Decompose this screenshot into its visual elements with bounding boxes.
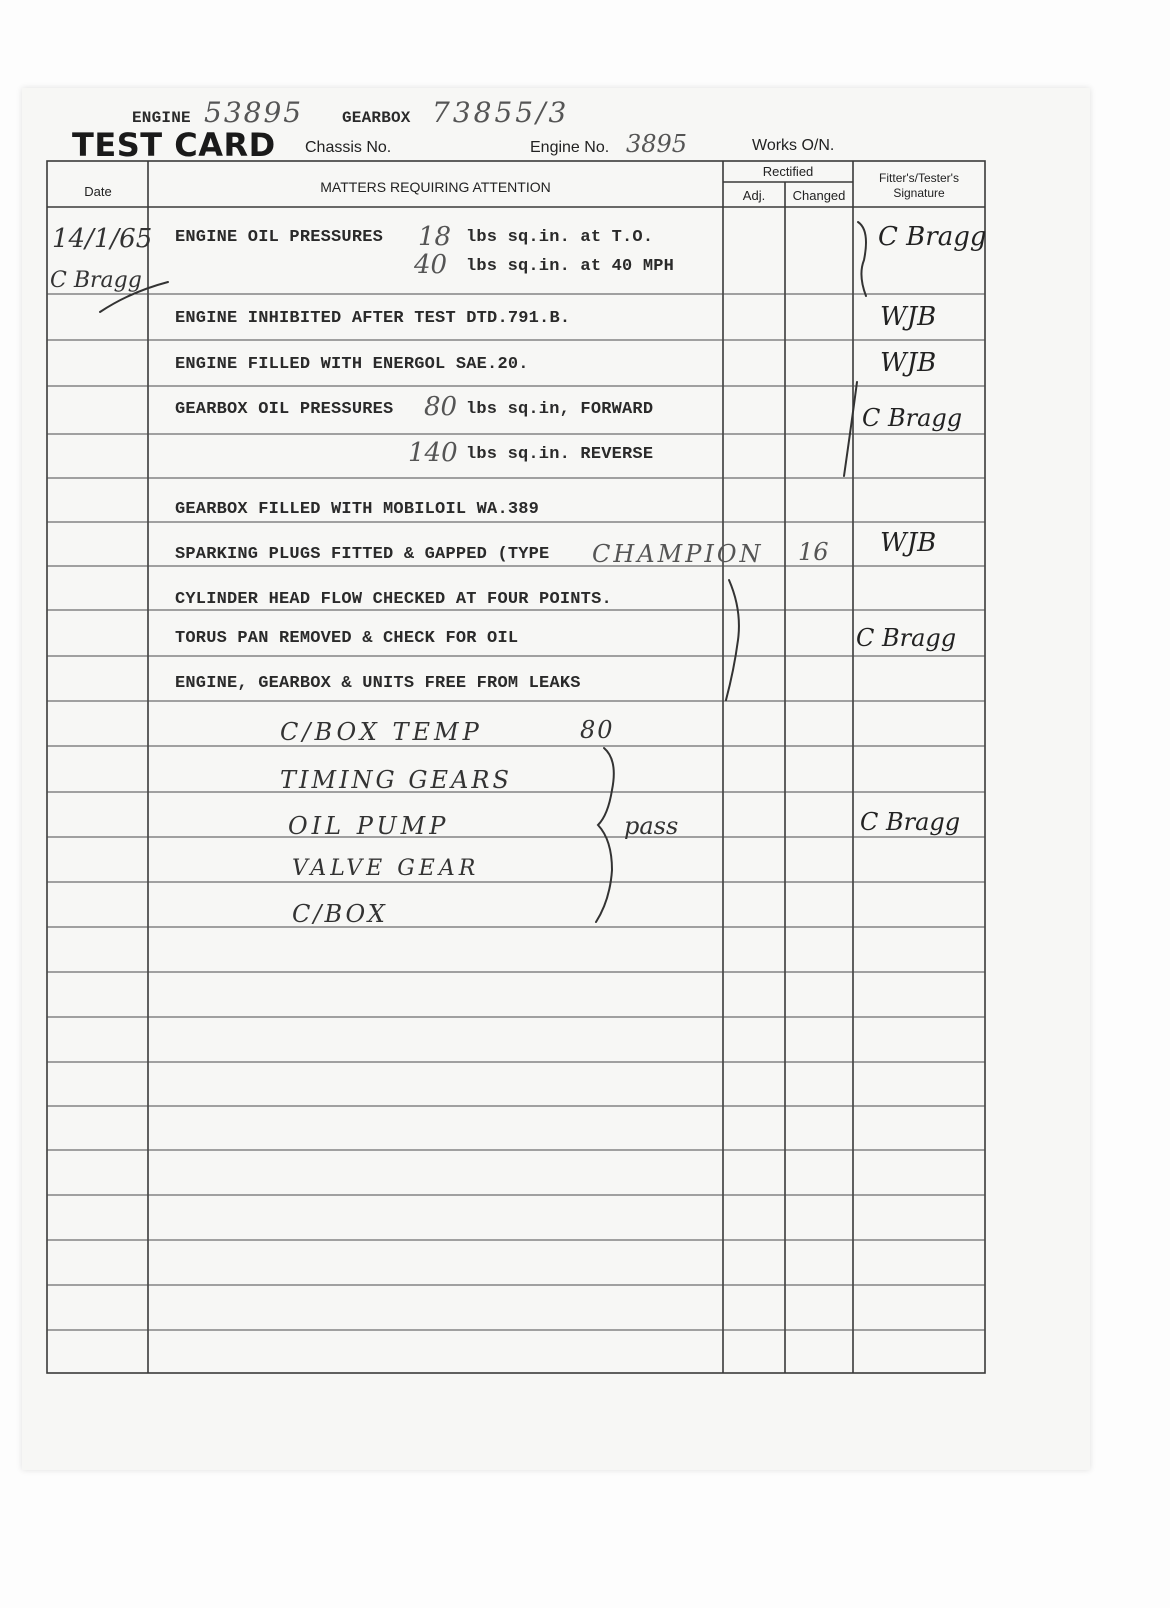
row6-type: CHAMPION xyxy=(592,540,764,568)
page-title: TEST CARD xyxy=(72,126,276,164)
row6-label: SPARKING PLUGS FITTED & GAPPED (TYPE xyxy=(175,545,550,564)
row6-changed: 16 xyxy=(798,538,829,566)
brace-1 xyxy=(858,222,866,296)
row4-value-a: 80 xyxy=(424,392,458,422)
signature-2: WJB xyxy=(880,302,937,332)
signature-3: WJB xyxy=(880,348,937,378)
hand-row5: C/BOX xyxy=(292,900,388,928)
row1-value-b: 40 xyxy=(414,250,448,280)
gearbox-value: 73855/3 xyxy=(432,96,570,129)
col-matters: MATTERS REQUIRING ATTENTION xyxy=(320,179,551,195)
signature-4: C Bragg xyxy=(862,404,963,432)
signature-7: C Bragg xyxy=(860,808,961,836)
brace-4 xyxy=(596,748,614,922)
row8-text: TORUS PAN REMOVED & CHECK FOR OIL xyxy=(175,629,519,648)
hand-row4: VALVE GEAR xyxy=(292,856,480,881)
signature-6: C Bragg xyxy=(856,624,957,652)
chassis-label: Chassis No. xyxy=(305,139,392,156)
row4-label: GEARBOX OIL PRESSURES xyxy=(175,400,394,419)
signature-1: C Bragg xyxy=(878,222,987,252)
entry-date: 14/1/65 xyxy=(52,224,153,254)
engine-no-label: Engine No. xyxy=(530,139,610,156)
brace-3 xyxy=(726,580,739,700)
hand-row2: TIMING GEARS xyxy=(280,766,512,794)
row4-value-b: 140 xyxy=(408,438,458,468)
row1-value-a: 18 xyxy=(418,222,452,252)
engine-value: 53895 xyxy=(204,96,304,129)
row9-text: ENGINE, GEARBOX & UNITS FREE FROM LEAKS xyxy=(175,674,581,693)
row1-label: ENGINE OIL PRESSURES xyxy=(175,228,384,247)
row4-text-b: lbs sq.in. REVERSE xyxy=(466,445,654,464)
col-date: Date xyxy=(84,184,112,199)
entry-date-signature: C Bragg xyxy=(50,268,142,293)
hand-row1-value: 80 xyxy=(580,716,615,744)
hand-result: pass xyxy=(624,812,679,840)
row5-text: GEARBOX FILLED WITH MOBILOIL WA.389 xyxy=(175,500,540,519)
row2-text: ENGINE INHIBITED AFTER TEST DTD.791.B. xyxy=(175,309,571,328)
col-changed: Changed xyxy=(792,188,846,203)
row4-text-a: lbs sq.in, FORWARD xyxy=(466,400,654,419)
row7-text: CYLINDER HEAD FLOW CHECKED AT FOUR POINTS. xyxy=(175,590,612,609)
hand-row1: C/BOX TEMP xyxy=(280,718,483,746)
row3-text: ENGINE FILLED WITH ENERGOL SAE.20. xyxy=(175,355,529,374)
row1-text-b: lbs sq.in. at 40 MPH xyxy=(466,257,675,276)
engine-label: ENGINE xyxy=(132,109,191,127)
col-signature-line1: Fitter's/Tester's xyxy=(879,171,959,185)
brace-2 xyxy=(844,382,857,476)
hand-row3: OIL PUMP xyxy=(288,812,450,840)
works-label: Works O/N. xyxy=(752,137,835,154)
col-signature-line2: Signature xyxy=(893,186,945,200)
engine-no-value: 3895 xyxy=(626,130,688,158)
signature-5: WJB xyxy=(880,528,937,558)
col-rectified: Rectified xyxy=(762,164,814,179)
row1-text-a: lbs sq.in. at T.O. xyxy=(466,228,654,247)
col-adj: Adj. xyxy=(742,188,766,203)
gearbox-label: GEARBOX xyxy=(342,109,411,127)
